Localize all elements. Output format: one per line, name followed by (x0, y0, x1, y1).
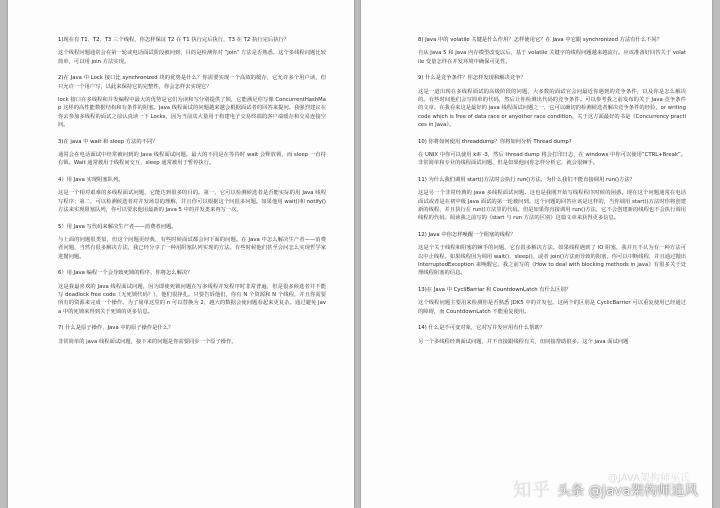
answer-text: lock 接口在多线程和并发编程中最大的优势是它们为读和写分别提供了锁，它能满足你写像 ConcurrentHashMap 这样的高性能数据结构和有条件的阻塞。Java 线程面试的问题越来越会根据面试者的回答来提问。我强烈建议在你去参加多线程的面试之前认真读一下 Locks，因为当前其大量用于构建电子交易终端的客户端缓存和交易连接空间。 (58, 96, 326, 128)
zhihu-logo: 知乎 (513, 480, 552, 501)
qa-item (418, 286, 686, 316)
question-text: 8) Java 中的 volatile 关键是什么作用？怎样使用它？在 Java 中它跟 synchronized 方法有什么不同？ (418, 37, 663, 43)
qa-item (418, 231, 686, 277)
qa-item (418, 74, 686, 129)
qa-item (58, 74, 326, 129)
question-text: 3)在 java 中 wait 和 sleep 方法的不同？ (58, 138, 158, 145)
qa-item (418, 36, 686, 66)
question-text: 4）用 Java 实现阻塞队列。 (58, 177, 124, 184)
qa-item (58, 176, 326, 214)
document-page-left (8, 0, 354, 508)
answer-text: 与上面的问题很类似，但这个问题更经典，有些时候面试都会问下面的问题。在 Java 中怎么解决生产者——消费者问题，当然有很多解决方法，我已经分享了一种用阻塞队列实现的方法。有些时候他们甚至会问怎么实现哲学家进餐问题。 (58, 237, 326, 260)
answer-text: 这是我最喜欢的 Java 线程面试问题，因为即使死锁问题在写多线程并发程序时非常普遍，但是很多候选者并不能写 deadlock free code（无死锁代码？），他们很挣扎。只要告诉他们，你有 N 个资源和 N 个线程，并且你需要所有的资源来完成一个操作。为了简单这里的 n 可以替换为 2，越大的数据会使问题看起来更复杂。通过避免 Java 中的死锁来得到关于死锁的更多信息。 (58, 283, 326, 315)
question-text: 13)在 Java 中 CycliBarriar 和 CountdownLatch 有什么区别？ (418, 287, 572, 294)
answer-text: 这是另一个非常经典的 java 多线程面试问题。这也是我刚开始写线程程序时候的困惑。现在这个问题通常在电话面试或者是在初中级 Java 面试的第一轮被问到。这个问题的回答应该是这样的，当你调用 start()方法时你将创建新的线程，并且执行在 run()方法里的代码。但是如果你直接调用 run()方法，它不会创建新的线程也不会执行调用线程的代码。阅读我之前写的《start 与 run 方法的区别》这篇文章来获得更多信息。 (418, 190, 686, 222)
document-page-right (361, 0, 712, 508)
qa-item (58, 223, 326, 261)
answer-text: 另一个多线程经典面试问题，并不直接跟线程有关，但间接帮助很多。这个 java 面试问题 (418, 338, 629, 345)
question-text: 6）用 Java 编程一个会导致死锁的程序，你将怎么解决？ (58, 270, 193, 277)
question-text: 14) 什么是不可变对象，它对写并发应用有什么帮助？ (418, 325, 546, 332)
answer-text: 这个线程问题通常会在第一轮或电话面试阶段被问到，目的是检测你对 ”join” 方法是否熟悉。这个多线程问题比较简单，可以用 join 方法实现。 (58, 50, 326, 65)
answer-text: 自从 Java 5 和 Java 内存模型改变以后，基于 volatile 关键字的线程问题越来越流行。应该准备好回答关于 volatile 变量怎样在并发环境中确保可见性。 (418, 50, 686, 65)
answer-text: 这是一个相对艰难的多线程面试问题，它能达到很多的目的。第一，它可以检测候选者是否能实际的用 Java 线程写程序；第二，可以检测候选者对并发场景的理解，并且你可以根据这个问很多问题。如果他用 wait()和 notify()方法来实现阻塞队列，你可以要求他用最新的 Java 5 中的并发类来再写一次。 (58, 190, 326, 213)
question-text: 5）用 Java 写代码来解决生产者——消费者问题。 (58, 223, 177, 230)
watermark (513, 476, 698, 502)
qa-item (58, 324, 326, 346)
answer-text: 通常会在电话面试中经常被问到的 Java 线程面试问题。最大的不同是在等待时 wait 会释放锁，而 sleep 一直持有锁。Wait 通常被用于线程间交互，sleep 通常被用于暂停执行。 (58, 151, 326, 167)
question-text: 1)现在有 T1、T2、T3 三个线程，你怎样保证 T2 在 T1 执行完后执行，T3 在 T2 执行完后执行？ (58, 37, 290, 43)
page-content-right (418, 36, 686, 355)
question-text: 10) 你将如何使用 threaddump？你将如何分析 Thread dump? (418, 138, 572, 145)
question-text: 9) 什么是竞争条件？你怎样发现和解决竞争？ (418, 75, 526, 82)
watermark-faded: @JAVA架构师巫氏 (607, 473, 690, 484)
qa-item (418, 138, 686, 168)
answer-text: 在 UNIX 中你可以使用 kill -3，然后 thread dump 将会打印日志，在 windows 中你可以使用”CTRL+Break”。非常简单和专业的线程面试问题，但是如果他问你怎样分析它，就会很棘手。 (418, 151, 686, 167)
question-text: 7) 什么是原子操作，Java 中的原子操作是什么？ (58, 325, 174, 332)
qa-item (58, 269, 326, 315)
question-text: 11) 为什么我们调用 start()方法时会执行 run()方法，为什么我们不能直接调用 run()方法？ (418, 177, 635, 184)
question-text: 12) Java 中你怎样唤醒一个阻塞的线程？ (418, 232, 516, 239)
qa-item (58, 36, 326, 66)
qa-item (418, 176, 686, 222)
answer-text: 这是一道出现在多线程面试的高级阶段的问题。大多数的面试官会问最近你遇到的竞争条件，以及你是怎么解决的。有些时间他们会写简单的代码，然后让你检测出代码的竞争条件。可以参考我之前发布的关于 Java 竞争条件的文章。在我看来这是最好的 java 线程面试问题之一，它可以确切的检测候选者解决竞争条件的经验，or writing code which is free of data race or anyother race condition。关于这方面最好的书是《Concurrency practices in Java》。 (418, 88, 686, 128)
answer-text: 非常简单的 java 线程面试问题，接下来的问题是你需要同步一个原子操作。 (58, 338, 237, 345)
question-text: 2)在 Java 中 Lock 接口比 synchronized 块的优势是什么？你需要实现一个高效的缓存，它允许多个用户读，但只允许一个用户写，以此来保持它的完整性，你会怎样去实现它？ (58, 75, 326, 90)
qa-item (418, 324, 686, 346)
answer-text: 这是个关于线程和阻塞的棘手的问题，它有很多解决方法。如果线程遇到了 IO 阻塞，我并且不认为有一种方法可以中止线程。如果线程因为调用 wait()、sleep()、或者 join()方法而导致的阻塞，你可以中断线程，并且通过抛出 InterruptedException 来唤醒它。我之前写的《How to deal with blocking methods in java》有很多关于处理线程阻塞的信息。 (418, 245, 686, 277)
qa-item (58, 138, 326, 168)
watermark-handle: 头条 @Java架构师追风 (557, 483, 698, 499)
page-content-left (58, 36, 326, 355)
answer-text: 这个线程问题主要用来检测你是否熟悉 JDK5 中的并发包。这两个的区别是 CyclicBarrier 可以重复使用已经通过的障碍，而 CountdownLatch 不能重复使用。 (418, 300, 686, 315)
